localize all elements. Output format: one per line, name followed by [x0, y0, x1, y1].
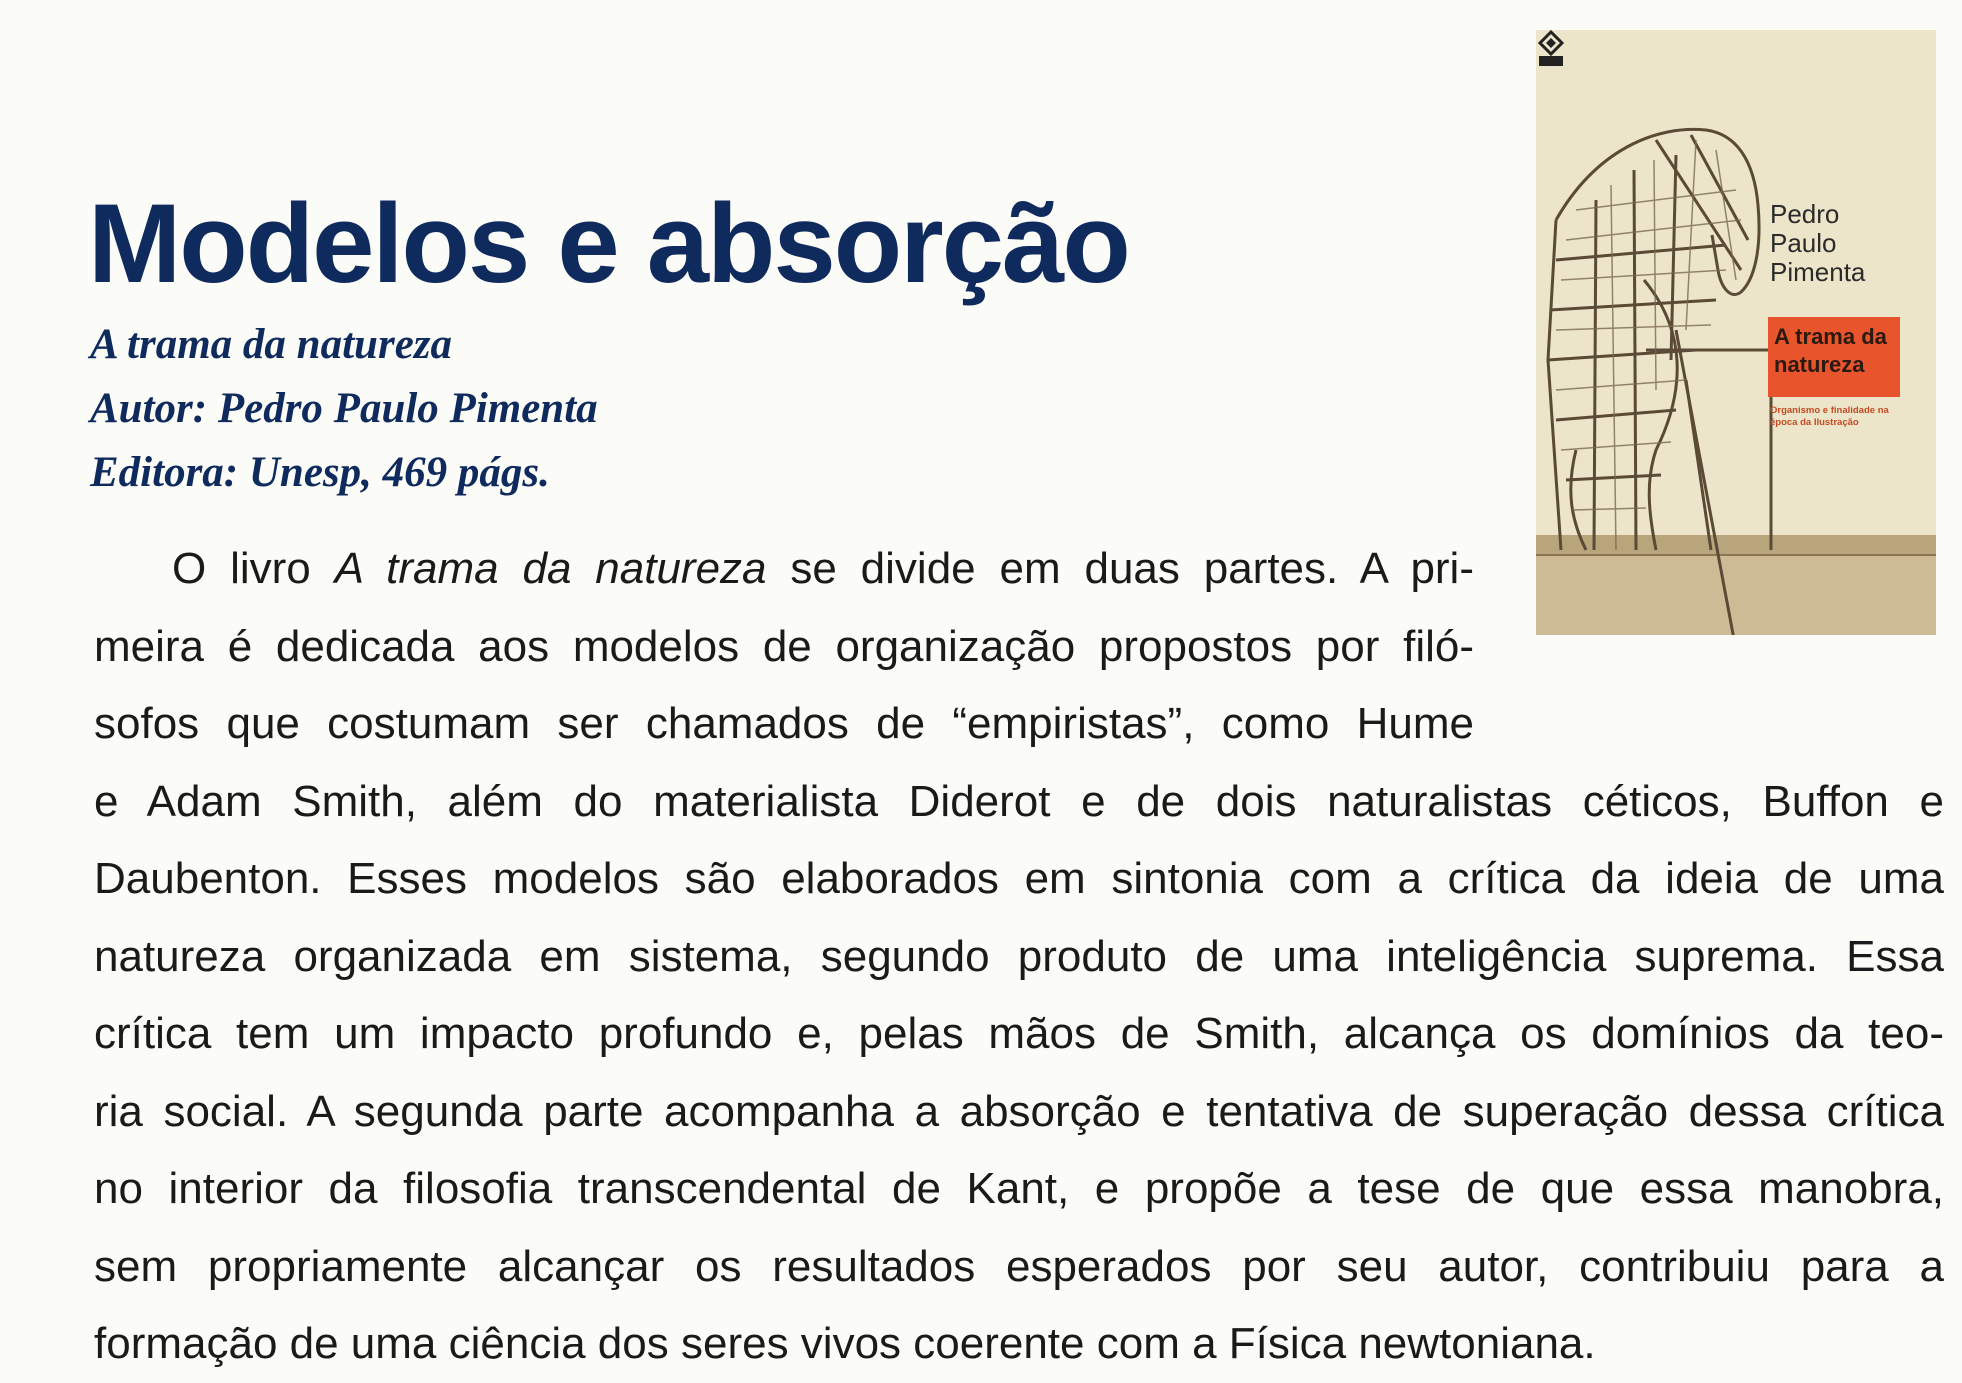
cover-author: Pedro Paulo Pimenta	[1770, 199, 1866, 287]
body-line: no interior da filosofia transcendental de Kant, e propõe a tese de que essa manobra,	[94, 1164, 1944, 1213]
cover-subtitle: Organismo e finalidade na época da Ilustração	[1770, 405, 1889, 428]
publisher-logo-icon	[1536, 30, 1566, 70]
body-line: natureza organizada em sistema, segundo produto de uma inteligência suprema. Essa	[94, 931, 1944, 981]
book-publisher: Editora: Unesp, 469 págs.	[90, 449, 550, 496]
article-body	[94, 530, 1944, 1383]
book-title: A trama da natureza	[90, 321, 453, 368]
body-line: crítica tem um impacto profundo e, pelas mãos de Smith, alcança os domínios da teo-	[94, 1009, 1944, 1058]
body-line: formação de uma ciência dos seres vivos coerente com a Física newtoniana.	[94, 1319, 1596, 1368]
book-author: Autor: Pedro Paulo Pimenta	[90, 385, 598, 432]
body-line: sofos que costumam ser chamados de “empiristas”, como Hume	[94, 699, 1474, 748]
body-line: ria social. A segunda parte acompanha a absorção e tentativa de superação dessa crítica	[94, 1086, 1944, 1136]
body-line: meira é dedicada aos modelos de organização propostos por filó-	[94, 621, 1474, 671]
body-book-title: A trama da natureza	[334, 544, 767, 593]
cover-title-label: A trama da natureza	[1768, 317, 1900, 397]
body-line: O livro A trama da natureza se divide em duas partes. A pri-	[172, 544, 1474, 593]
body-line: Daubenton. Esses modelos são elaborados em sintonia com a crítica da ideia de uma	[94, 854, 1944, 903]
body-line: sem propriamente alcançar os resultados esperados por seu autor, contribuiu para a	[94, 1241, 1944, 1291]
book-details	[90, 313, 598, 505]
article-title: Modelos e absorção	[88, 181, 1129, 306]
body-line: e Adam Smith, além do materialista Diderot e de dois naturalistas céticos, Buffon e	[94, 776, 1944, 826]
